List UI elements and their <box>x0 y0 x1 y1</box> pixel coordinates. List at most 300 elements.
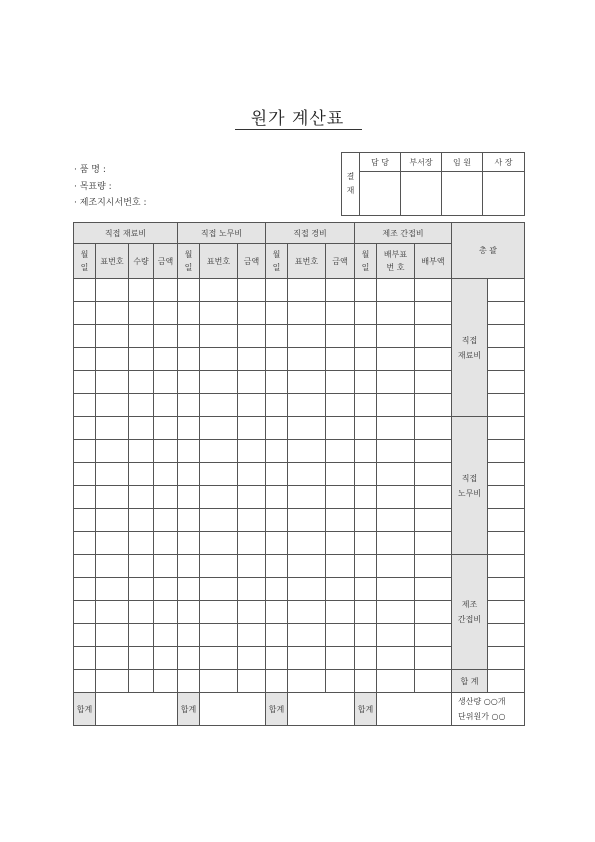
entry-cell[interactable] <box>178 440 200 463</box>
entry-cell[interactable] <box>355 509 377 532</box>
header-amount: 금액 <box>238 244 266 279</box>
entry-cell[interactable] <box>238 486 266 509</box>
summary-value-cell[interactable] <box>488 279 525 302</box>
summary-value-cell[interactable] <box>488 670 525 693</box>
header-month: 월 <box>80 250 89 259</box>
entry-cell[interactable] <box>178 279 200 302</box>
entry-cell[interactable] <box>266 624 288 647</box>
entry-cell[interactable] <box>326 371 355 394</box>
entry-cell[interactable] <box>200 440 238 463</box>
entry-cell[interactable] <box>326 440 355 463</box>
entry-cell[interactable] <box>238 394 266 417</box>
entry-cell[interactable] <box>238 302 266 325</box>
entry-cell[interactable] <box>129 463 154 486</box>
entry-cell[interactable] <box>326 647 355 670</box>
entry-cell[interactable] <box>288 486 326 509</box>
entry-cell[interactable] <box>200 532 238 555</box>
entry-cell[interactable] <box>377 302 415 325</box>
entry-cell[interactable] <box>129 601 154 624</box>
entry-cell[interactable] <box>377 486 415 509</box>
role-executive: 임 원 <box>442 153 483 172</box>
entry-cell[interactable] <box>288 509 326 532</box>
header-allocation-amount: 배부액 <box>415 244 452 279</box>
entry-cell[interactable] <box>129 348 154 371</box>
signature-box[interactable] <box>442 172 483 216</box>
entry-cell[interactable] <box>288 440 326 463</box>
entry-cell[interactable] <box>154 440 178 463</box>
entry-cell[interactable] <box>238 325 266 348</box>
entry-cell[interactable] <box>154 555 178 578</box>
entry-cell[interactable] <box>377 325 415 348</box>
entry-cell[interactable] <box>288 532 326 555</box>
entry-cell[interactable] <box>74 509 96 532</box>
entry-cell[interactable] <box>238 670 266 693</box>
entry-cell[interactable] <box>288 302 326 325</box>
entry-cell[interactable] <box>238 417 266 440</box>
entry-cell[interactable] <box>377 394 415 417</box>
entry-cell[interactable] <box>154 647 178 670</box>
entry-cell[interactable] <box>178 463 200 486</box>
entry-cell[interactable] <box>178 417 200 440</box>
entry-cell[interactable] <box>355 302 377 325</box>
entry-cell[interactable] <box>96 670 129 693</box>
entry-cell[interactable] <box>200 325 238 348</box>
entry-cell[interactable] <box>415 532 452 555</box>
title-underline <box>235 129 362 130</box>
summary-value-cell[interactable] <box>488 348 525 371</box>
entry-cell[interactable] <box>129 509 154 532</box>
summary-value-cell[interactable] <box>488 394 525 417</box>
summary-direct-labor-label: 직접 <box>461 473 478 483</box>
entry-cell[interactable] <box>238 555 266 578</box>
entry-cell[interactable] <box>129 624 154 647</box>
entry-cell[interactable] <box>415 417 452 440</box>
entry-cell[interactable] <box>96 417 129 440</box>
entry-cell[interactable] <box>355 670 377 693</box>
header-month: 월 <box>361 250 370 259</box>
entry-cell[interactable] <box>74 532 96 555</box>
expense-sum-label: 합계 <box>266 693 288 726</box>
summary-direct-labor-label: 노무비 <box>457 488 482 498</box>
entry-cell[interactable] <box>355 371 377 394</box>
entry-cell[interactable] <box>178 624 200 647</box>
entry-cell[interactable] <box>129 279 154 302</box>
entry-cell[interactable] <box>415 463 452 486</box>
entry-cell[interactable] <box>129 302 154 325</box>
entry-cell[interactable] <box>96 647 129 670</box>
entry-cell[interactable] <box>154 302 178 325</box>
entry-cell[interactable] <box>74 555 96 578</box>
entry-cell[interactable] <box>266 371 288 394</box>
summary-value-cell[interactable] <box>488 463 525 486</box>
entry-cell[interactable] <box>200 624 238 647</box>
entry-cell[interactable] <box>326 670 355 693</box>
entry-cell[interactable] <box>74 578 96 601</box>
header-quantity: 수량 <box>129 244 154 279</box>
entry-cell[interactable] <box>74 417 96 440</box>
header-day: 일 <box>361 263 370 272</box>
entry-cell[interactable] <box>266 670 288 693</box>
entry-cell[interactable] <box>288 371 326 394</box>
summary-value-cell[interactable] <box>488 417 525 440</box>
entry-cell[interactable] <box>96 302 129 325</box>
entry-cell[interactable] <box>355 417 377 440</box>
entry-cell[interactable] <box>355 348 377 371</box>
entry-cell[interactable] <box>288 279 326 302</box>
entry-cell[interactable] <box>74 601 96 624</box>
entry-cell[interactable] <box>129 394 154 417</box>
entry-cell[interactable] <box>326 463 355 486</box>
entry-cell[interactable] <box>415 348 452 371</box>
entry-cell[interactable] <box>74 647 96 670</box>
entry-cell[interactable] <box>355 601 377 624</box>
entry-cell[interactable] <box>326 302 355 325</box>
entry-cell[interactable] <box>129 371 154 394</box>
entry-cell[interactable] <box>74 486 96 509</box>
entry-cell[interactable] <box>74 348 96 371</box>
signature-box[interactable] <box>360 172 401 216</box>
header-slip-number: 표번호 <box>96 244 129 279</box>
entry-cell[interactable] <box>377 509 415 532</box>
entry-cell[interactable] <box>355 325 377 348</box>
header-allocation-number-line: 배부표 <box>383 250 408 259</box>
entry-cell[interactable] <box>200 417 238 440</box>
entry-cell[interactable] <box>415 578 452 601</box>
entry-cell[interactable] <box>129 578 154 601</box>
entry-cell[interactable] <box>288 670 326 693</box>
entry-cell[interactable] <box>74 279 96 302</box>
entry-cell[interactable] <box>355 279 377 302</box>
group-overhead: 제조 간접비 <box>355 223 452 244</box>
entry-cell[interactable] <box>74 394 96 417</box>
entry-cell[interactable] <box>288 555 326 578</box>
entry-cell[interactable] <box>326 394 355 417</box>
summary-value-cell[interactable] <box>488 486 525 509</box>
entry-cell[interactable] <box>355 578 377 601</box>
entry-cell[interactable] <box>74 463 96 486</box>
entry-cell[interactable] <box>377 417 415 440</box>
entry-cell[interactable] <box>129 325 154 348</box>
entry-cell[interactable] <box>154 486 178 509</box>
entry-cell[interactable] <box>238 440 266 463</box>
entry-cell[interactable] <box>178 394 200 417</box>
entry-cell[interactable] <box>415 279 452 302</box>
signature-box[interactable] <box>401 172 442 216</box>
entry-cell[interactable] <box>288 647 326 670</box>
entry-cell[interactable] <box>266 394 288 417</box>
entry-cell[interactable] <box>200 555 238 578</box>
entry-cell[interactable] <box>96 578 129 601</box>
entry-cell[interactable] <box>74 670 96 693</box>
entry-cell[interactable] <box>129 417 154 440</box>
product-name-field: · 품 명 : <box>74 165 106 175</box>
production-summary-line: 단위원가 ○○ <box>458 712 506 721</box>
expense-sum-value[interactable] <box>288 693 355 726</box>
entry-cell[interactable] <box>326 279 355 302</box>
entry-cell[interactable] <box>238 463 266 486</box>
entry-cell[interactable] <box>355 624 377 647</box>
summary-value-cell[interactable] <box>488 325 525 348</box>
entry-cell[interactable] <box>288 394 326 417</box>
entry-cell[interactable] <box>154 371 178 394</box>
entry-cell[interactable] <box>154 624 178 647</box>
entry-cell[interactable] <box>266 601 288 624</box>
entry-cell[interactable] <box>200 348 238 371</box>
entry-cell[interactable] <box>200 279 238 302</box>
entry-cell[interactable] <box>238 601 266 624</box>
entry-cell[interactable] <box>74 325 96 348</box>
entry-cell[interactable] <box>266 578 288 601</box>
entry-cell[interactable] <box>415 371 452 394</box>
order-number-field: · 제조지시서번호 : <box>74 198 147 208</box>
entry-cell[interactable] <box>326 325 355 348</box>
entry-cell[interactable] <box>266 555 288 578</box>
entry-cell[interactable] <box>96 279 129 302</box>
entry-cell[interactable] <box>377 578 415 601</box>
group-direct-expense: 직접 경비 <box>266 223 355 244</box>
entry-cell[interactable] <box>178 486 200 509</box>
entry-cell[interactable] <box>129 647 154 670</box>
entry-cell[interactable] <box>178 325 200 348</box>
entry-cell[interactable] <box>266 417 288 440</box>
material-sum-label: 합계 <box>74 693 96 726</box>
entry-cell[interactable] <box>266 302 288 325</box>
material-sum-value[interactable] <box>96 693 178 726</box>
cost-calculation-table <box>73 222 525 726</box>
entry-cell[interactable] <box>200 394 238 417</box>
entry-cell[interactable] <box>96 486 129 509</box>
summary-value-cell[interactable] <box>488 371 525 394</box>
entry-cell[interactable] <box>415 624 452 647</box>
summary-total-label: 합 계 <box>452 670 488 693</box>
role-department-head: 부서장 <box>401 153 442 172</box>
entry-cell[interactable] <box>288 348 326 371</box>
overhead-sum-value[interactable] <box>377 693 452 726</box>
entry-cell[interactable] <box>74 302 96 325</box>
entry-cell[interactable] <box>326 555 355 578</box>
header-month: 월 <box>184 250 193 259</box>
entry-cell[interactable] <box>178 348 200 371</box>
entry-cell[interactable] <box>96 532 129 555</box>
approval-label-top: 결 <box>346 172 355 181</box>
entry-cell[interactable] <box>415 555 452 578</box>
summary-overhead-label: 간접비 <box>457 615 482 624</box>
entry-cell[interactable] <box>377 532 415 555</box>
summary-value-cell[interactable] <box>488 647 525 670</box>
entry-cell[interactable] <box>377 463 415 486</box>
group-total: 총 괄 <box>452 223 525 279</box>
entry-cell[interactable] <box>154 325 178 348</box>
entry-cell[interactable] <box>355 440 377 463</box>
entry-cell[interactable] <box>377 440 415 463</box>
entry-cell[interactable] <box>355 555 377 578</box>
entry-cell[interactable] <box>238 624 266 647</box>
entry-cell[interactable] <box>377 279 415 302</box>
entry-cell[interactable] <box>326 486 355 509</box>
entry-cell[interactable] <box>377 647 415 670</box>
entry-cell[interactable] <box>178 647 200 670</box>
header-month-day <box>74 244 96 279</box>
entry-cell[interactable] <box>178 670 200 693</box>
summary-value-cell[interactable] <box>488 302 525 325</box>
entry-cell[interactable] <box>415 509 452 532</box>
header-slip-number: 표번호 <box>288 244 326 279</box>
entry-cell[interactable] <box>355 486 377 509</box>
entry-cell[interactable] <box>266 348 288 371</box>
summary-value-cell[interactable] <box>488 440 525 463</box>
entry-cell[interactable] <box>415 394 452 417</box>
entry-cell[interactable] <box>288 578 326 601</box>
entry-cell[interactable] <box>200 578 238 601</box>
entry-cell[interactable] <box>129 440 154 463</box>
entry-cell[interactable] <box>154 463 178 486</box>
entry-cell[interactable] <box>355 463 377 486</box>
summary-value-cell[interactable] <box>488 601 525 624</box>
entry-cell[interactable] <box>326 417 355 440</box>
entry-cell[interactable] <box>238 578 266 601</box>
entry-cell[interactable] <box>377 371 415 394</box>
entry-cell[interactable] <box>96 555 129 578</box>
entry-cell[interactable] <box>266 532 288 555</box>
signature-box[interactable] <box>483 172 525 216</box>
header-day: 일 <box>184 263 193 272</box>
entry-cell[interactable] <box>200 302 238 325</box>
entry-cell[interactable] <box>288 463 326 486</box>
entry-cell[interactable] <box>266 509 288 532</box>
entry-cell[interactable] <box>200 647 238 670</box>
summary-direct-labor <box>452 417 488 555</box>
entry-cell[interactable] <box>377 555 415 578</box>
entry-cell[interactable] <box>238 647 266 670</box>
entry-cell[interactable] <box>96 394 129 417</box>
entry-cell[interactable] <box>74 371 96 394</box>
entry-cell[interactable] <box>326 578 355 601</box>
entry-cell[interactable] <box>96 624 129 647</box>
entry-cell[interactable] <box>415 486 452 509</box>
summary-value-cell[interactable] <box>488 555 525 578</box>
entry-cell[interactable] <box>200 486 238 509</box>
overhead-sum-label: 합계 <box>355 693 377 726</box>
entry-cell[interactable] <box>178 509 200 532</box>
entry-cell[interactable] <box>200 601 238 624</box>
entry-cell[interactable] <box>377 601 415 624</box>
entry-cell[interactable] <box>129 486 154 509</box>
entry-cell[interactable] <box>96 348 129 371</box>
summary-value-cell[interactable] <box>488 578 525 601</box>
entry-cell[interactable] <box>288 417 326 440</box>
entry-cell[interactable] <box>154 279 178 302</box>
entry-cell[interactable] <box>326 624 355 647</box>
entry-cell[interactable] <box>154 417 178 440</box>
entry-cell[interactable] <box>178 578 200 601</box>
header-amount: 금액 <box>326 244 355 279</box>
entry-cell[interactable] <box>74 624 96 647</box>
entry-cell[interactable] <box>266 647 288 670</box>
entry-cell[interactable] <box>415 670 452 693</box>
summary-value-cell[interactable] <box>488 532 525 555</box>
entry-cell[interactable] <box>154 532 178 555</box>
entry-cell[interactable] <box>238 279 266 302</box>
entry-cell[interactable] <box>154 578 178 601</box>
entry-cell[interactable] <box>355 532 377 555</box>
role-president: 사 장 <box>483 153 525 172</box>
entry-cell[interactable] <box>96 601 129 624</box>
entry-cell[interactable] <box>355 394 377 417</box>
entry-cell[interactable] <box>154 601 178 624</box>
labor-sum-value[interactable] <box>200 693 266 726</box>
entry-cell[interactable] <box>288 624 326 647</box>
entry-cell[interactable] <box>355 647 377 670</box>
entry-cell[interactable] <box>238 348 266 371</box>
summary-value-cell[interactable] <box>488 509 525 532</box>
entry-cell[interactable] <box>178 302 200 325</box>
entry-cell[interactable] <box>266 463 288 486</box>
entry-cell[interactable] <box>415 647 452 670</box>
header-month-day <box>266 244 288 279</box>
entry-cell[interactable] <box>178 555 200 578</box>
summary-overhead <box>452 555 488 670</box>
entry-cell[interactable] <box>415 601 452 624</box>
entry-cell[interactable] <box>288 325 326 348</box>
entry-cell[interactable] <box>96 463 129 486</box>
entry-cell[interactable] <box>178 371 200 394</box>
entry-cell[interactable] <box>326 509 355 532</box>
entry-cell[interactable] <box>266 440 288 463</box>
summary-value-cell[interactable] <box>488 624 525 647</box>
entry-cell[interactable] <box>154 670 178 693</box>
entry-cell[interactable] <box>154 509 178 532</box>
entry-cell[interactable] <box>96 509 129 532</box>
group-direct-material: 직접 재료비 <box>74 223 178 244</box>
entry-cell[interactable] <box>129 670 154 693</box>
entry-cell[interactable] <box>74 440 96 463</box>
entry-cell[interactable] <box>326 601 355 624</box>
entry-cell[interactable] <box>178 532 200 555</box>
entry-cell[interactable] <box>288 601 326 624</box>
entry-cell[interactable] <box>326 348 355 371</box>
header-day: 일 <box>272 263 281 272</box>
entry-cell[interactable] <box>200 371 238 394</box>
entry-cell[interactable] <box>129 555 154 578</box>
entry-cell[interactable] <box>266 486 288 509</box>
entry-cell[interactable] <box>326 532 355 555</box>
entry-cell[interactable] <box>415 302 452 325</box>
entry-cell[interactable] <box>178 601 200 624</box>
table-row <box>74 670 525 693</box>
entry-cell[interactable] <box>377 670 415 693</box>
entry-cell[interactable] <box>377 624 415 647</box>
entry-cell[interactable] <box>415 325 452 348</box>
entry-cell[interactable] <box>154 394 178 417</box>
entry-cell[interactable] <box>266 279 288 302</box>
entry-cell[interactable] <box>200 670 238 693</box>
entry-cell[interactable] <box>238 371 266 394</box>
entry-cell[interactable] <box>200 463 238 486</box>
entry-cell[interactable] <box>266 325 288 348</box>
entry-cell[interactable] <box>238 532 266 555</box>
entry-cell[interactable] <box>96 325 129 348</box>
entry-cell[interactable] <box>377 348 415 371</box>
header-month-day <box>178 244 200 279</box>
entry-cell[interactable] <box>200 509 238 532</box>
entry-cell[interactable] <box>96 371 129 394</box>
entry-cell[interactable] <box>96 440 129 463</box>
labor-sum-label: 합계 <box>178 693 200 726</box>
entry-cell[interactable] <box>129 532 154 555</box>
entry-cell[interactable] <box>238 509 266 532</box>
entry-cell[interactable] <box>154 348 178 371</box>
entry-cell[interactable] <box>415 440 452 463</box>
